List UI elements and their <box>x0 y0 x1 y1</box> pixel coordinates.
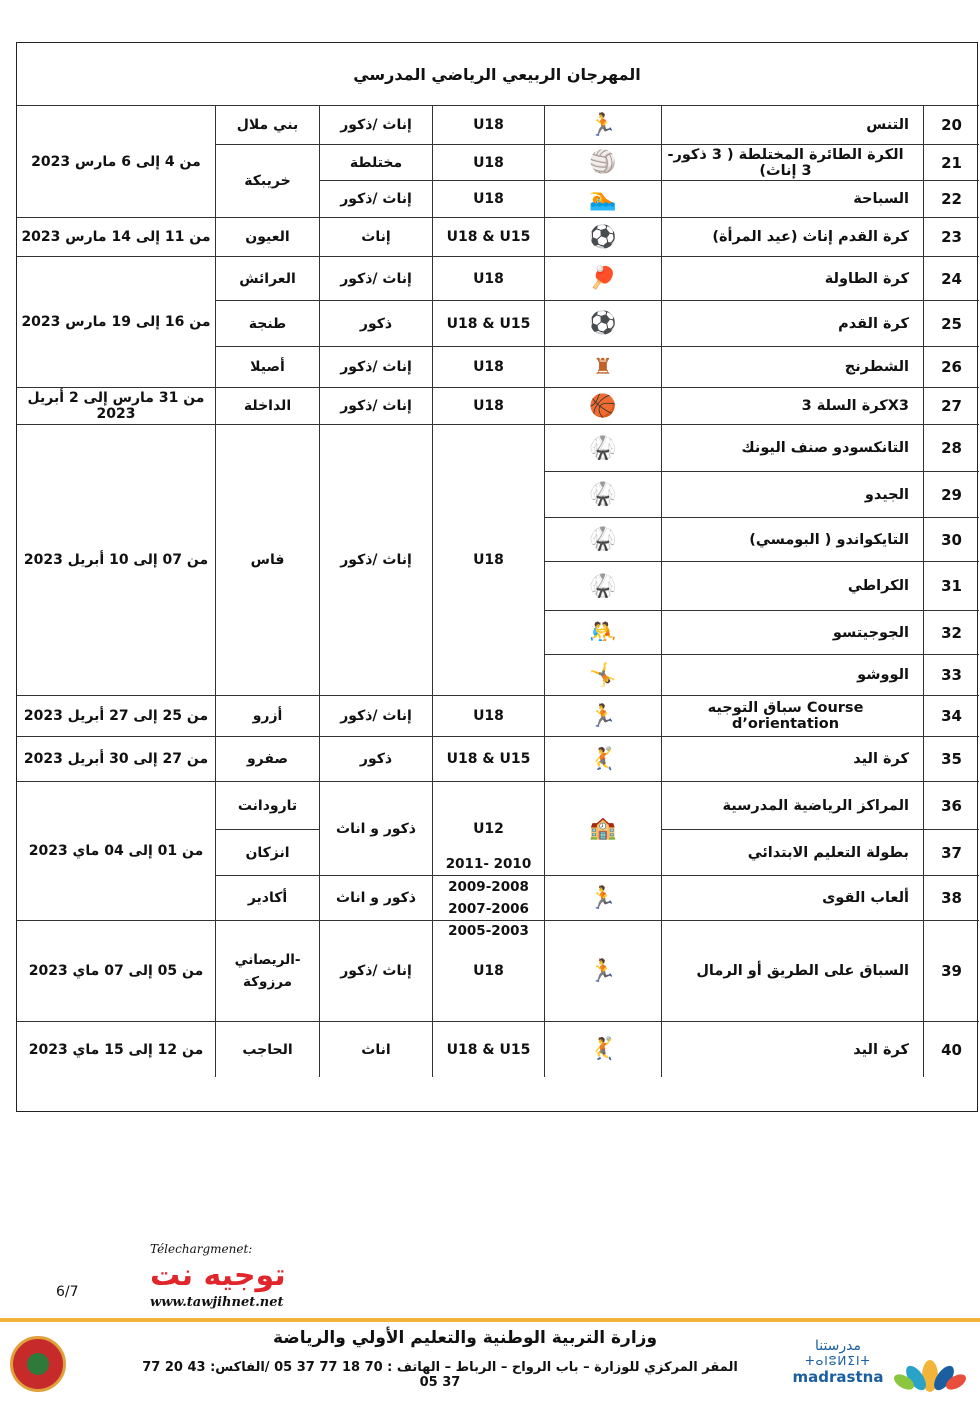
age-category: U18 <box>432 424 544 695</box>
row-number: 35 <box>923 736 979 781</box>
age-category: U18 <box>432 920 544 1021</box>
gender-category: إناث /ذكور <box>319 920 432 1021</box>
sport-name: الكرة الطائرة المختلطة ( 3 ذكور- 3 إناث) <box>661 144 923 180</box>
host-city: أزرو <box>215 695 319 736</box>
sport-name: التايكواندو ( البومسي) <box>661 517 923 561</box>
birth-years <box>432 856 544 940</box>
age-category: U12 <box>432 781 544 875</box>
gender-category: ذكور و اناث <box>319 875 432 920</box>
age-category: U18 & U15 <box>432 300 544 346</box>
host-city-line: الريصاني- <box>234 951 301 968</box>
taekwondo-icon: 🥋 <box>544 517 661 561</box>
age-category: U18 <box>432 695 544 736</box>
school-sports-center-icon: 🏫 <box>544 781 661 875</box>
sport-name: كرة القدم إناث (عيد المرأة) <box>661 217 923 256</box>
sport-name: الكراطي <box>661 561 923 610</box>
tennis-icon: 🏃 <box>544 105 661 144</box>
age-category: U18 & U15 <box>432 217 544 256</box>
row-number: 38 <box>923 875 979 920</box>
brand-latin: madrastna <box>792 1368 884 1386</box>
host-city: أكادير <box>215 875 319 920</box>
age-category: U18 & U15 <box>432 1021 544 1077</box>
sport-name: كرة الطاولة <box>661 256 923 300</box>
chess-icon: ♜ <box>544 346 661 387</box>
website-url[interactable]: www.tawjihnet.net <box>150 1295 284 1310</box>
volleyball-icon: 🏐 <box>544 144 661 180</box>
jujitsu-icon: 🤼 <box>544 610 661 654</box>
sport-name: كرة اليد <box>661 736 923 781</box>
row-number: 28 <box>923 424 979 471</box>
event-dates: من 31 مارس إلى 2 أبريل 2023 <box>17 387 215 424</box>
row-number: 27 <box>923 387 979 424</box>
host-city: أصيلا <box>215 346 319 387</box>
gender-category: إناث /ذكور <box>319 387 432 424</box>
brand-tifinagh: ⵜⴰⵏⵓⵍⵉⵏⵜ <box>805 1354 871 1368</box>
schedule-table <box>16 42 978 1112</box>
sport-name: كرة القدم <box>661 300 923 346</box>
event-dates: من 4 إلى 6 مارس 2023 <box>17 105 215 217</box>
ministry-name: وزارة التربية الوطنية والتعليم الأولي والرياضة <box>272 1328 658 1348</box>
event-dates: من 25 إلى 27 أبريل 2023 <box>17 695 215 736</box>
row-number: 37 <box>923 829 979 875</box>
gender-category: إناث /ذكور <box>319 256 432 300</box>
age-category: U18 <box>432 144 544 180</box>
event-dates: من 12 إلى 15 ماي 2023 <box>17 1021 215 1077</box>
gender-category: إناث /ذكور <box>319 180 432 217</box>
host-city: الحاجب <box>215 1021 319 1077</box>
sport-name: السباحة <box>661 180 923 217</box>
row-number: 26 <box>923 346 979 387</box>
sport-name: بطولة التعليم الابتدائي <box>661 829 923 875</box>
brand-arabic: مدرستنا <box>814 1338 862 1354</box>
gender-category: ذكور <box>319 300 432 346</box>
gender-category: إناث /ذكور <box>319 346 432 387</box>
row-number: 34 <box>923 695 979 736</box>
age-category: U18 <box>432 105 544 144</box>
age-category: U18 <box>432 346 544 387</box>
ministry-seal-icon <box>10 1336 66 1392</box>
row-number: 33 <box>923 654 979 695</box>
sport-name: السباق على الطريق أو الرمال <box>661 920 923 1021</box>
row-number: 22 <box>923 180 979 217</box>
event-dates: من 05 إلى 07 ماي 2023 <box>17 920 215 1021</box>
footer-divider <box>0 1318 980 1322</box>
page-number: 6/7 <box>56 1284 79 1300</box>
event-dates: من 27 إلى 30 أبريل 2023 <box>17 736 215 781</box>
gender-category: إناث <box>319 217 432 256</box>
orientation-icon: 🏃 <box>544 695 661 736</box>
event-dates: من 07 إلى 10 أبريل 2023 <box>17 424 215 695</box>
gender-category: إناث /ذكور <box>319 695 432 736</box>
basketball-icon: 🏀 <box>544 387 661 424</box>
row-number: 21 <box>923 144 979 180</box>
madrastna-flower-icon <box>892 1336 968 1392</box>
handball-icon: 🤾 <box>544 736 661 781</box>
row-number: 39 <box>923 920 979 1021</box>
host-city: الداخلة <box>215 387 319 424</box>
host-city: صفرو <box>215 736 319 781</box>
row-number: 31 <box>923 561 979 610</box>
sport-name: الشطرنج <box>661 346 923 387</box>
gender-category: مختلطة <box>319 144 432 180</box>
download-label: Télechargmenet: <box>150 1242 253 1256</box>
swimming-icon: 🏊 <box>544 180 661 217</box>
sport-name: كرة السلة 3X3 <box>661 387 923 424</box>
row-number: 23 <box>923 217 979 256</box>
gender-category: إناث /ذكور <box>319 424 432 695</box>
birth-year-range: 2009-2008 <box>448 878 529 895</box>
host-city: فاس <box>215 424 319 695</box>
age-category: U18 & U15 <box>432 736 544 781</box>
row-number: 36 <box>923 781 979 829</box>
sport-name: الجيدو <box>661 471 923 517</box>
karate-icon: 🥋 <box>544 561 661 610</box>
gender-category: ذكور <box>319 736 432 781</box>
row-number: 32 <box>923 610 979 654</box>
tang-soo-do-icon: 🥋 <box>544 424 661 471</box>
event-dates: من 01 إلى 04 ماي 2023 <box>17 781 215 920</box>
host-city <box>215 920 319 1021</box>
gender-category: ذكور و اناث <box>319 781 432 875</box>
sport-name: ألعاب القوى <box>661 875 923 920</box>
birth-year-range: 2011- 2010 <box>445 856 532 873</box>
gender-category: اناث <box>319 1021 432 1077</box>
football-icon: ⚽ <box>544 300 661 346</box>
row-number: 29 <box>923 471 979 517</box>
brand-logo-text: توجيه نت <box>150 1258 286 1293</box>
host-city-line: مرزوكة <box>243 974 292 990</box>
host-city: طنجة <box>215 300 319 346</box>
age-category: U18 <box>432 180 544 217</box>
host-city: خريبكة <box>215 144 319 217</box>
handball-icon: 🤾 <box>544 1021 661 1077</box>
football-icon: ⚽ <box>544 217 661 256</box>
row-number: 40 <box>923 1021 979 1077</box>
host-city: العرائش <box>215 256 319 300</box>
host-city: تارودانت <box>215 781 319 829</box>
sport-name: المراكز الرياضية المدرسية <box>661 781 923 829</box>
sport-name: الووشو <box>661 654 923 695</box>
sport-name: التانكسودو صنف اليونك <box>661 424 923 471</box>
row-number: 20 <box>923 105 979 144</box>
host-city: بني ملال <box>215 105 319 144</box>
wushu-icon: 🤸 <box>544 654 661 695</box>
ministry-address: المقر المركزي للوزارة – باب الرواح – الرباط – الهاتف : 70 18 77 37 05 /الفاكس: 43 20 77 37 05 <box>142 1360 738 1390</box>
row-number: 30 <box>923 517 979 561</box>
row-number: 25 <box>923 300 979 346</box>
host-city: انزكان <box>215 829 319 875</box>
row-number: 24 <box>923 256 979 300</box>
judo-icon: 🥋 <box>544 471 661 517</box>
download-stamp <box>150 1242 320 1310</box>
gender-category: إناث /ذكور <box>319 105 432 144</box>
madrastna-brand <box>788 1338 888 1386</box>
road-running-icon: 🏃 <box>544 920 661 1021</box>
birth-year-range: 2007-2006 <box>448 901 529 917</box>
sport-name: كرة اليد <box>661 1021 923 1077</box>
event-dates: من 16 إلى 19 مارس 2023 <box>17 256 215 387</box>
event-dates: من 11 إلى 14 مارس 2023 <box>17 217 215 256</box>
table-title: المهرجان الربيعي الرياضي المدرسي <box>353 64 641 84</box>
age-category: U18 <box>432 387 544 424</box>
birth-year-range: 2005-2003 <box>448 923 529 940</box>
sport-name: الجوجيتسو <box>661 610 923 654</box>
table-tennis-icon: 🏓 <box>544 256 661 300</box>
athletics-icon: 🏃 <box>544 875 661 920</box>
sport-name: سباق التوجيه Course d’orientation <box>661 695 923 736</box>
host-city: العيون <box>215 217 319 256</box>
sport-name: التنس <box>661 105 923 144</box>
age-category: U18 <box>432 256 544 300</box>
